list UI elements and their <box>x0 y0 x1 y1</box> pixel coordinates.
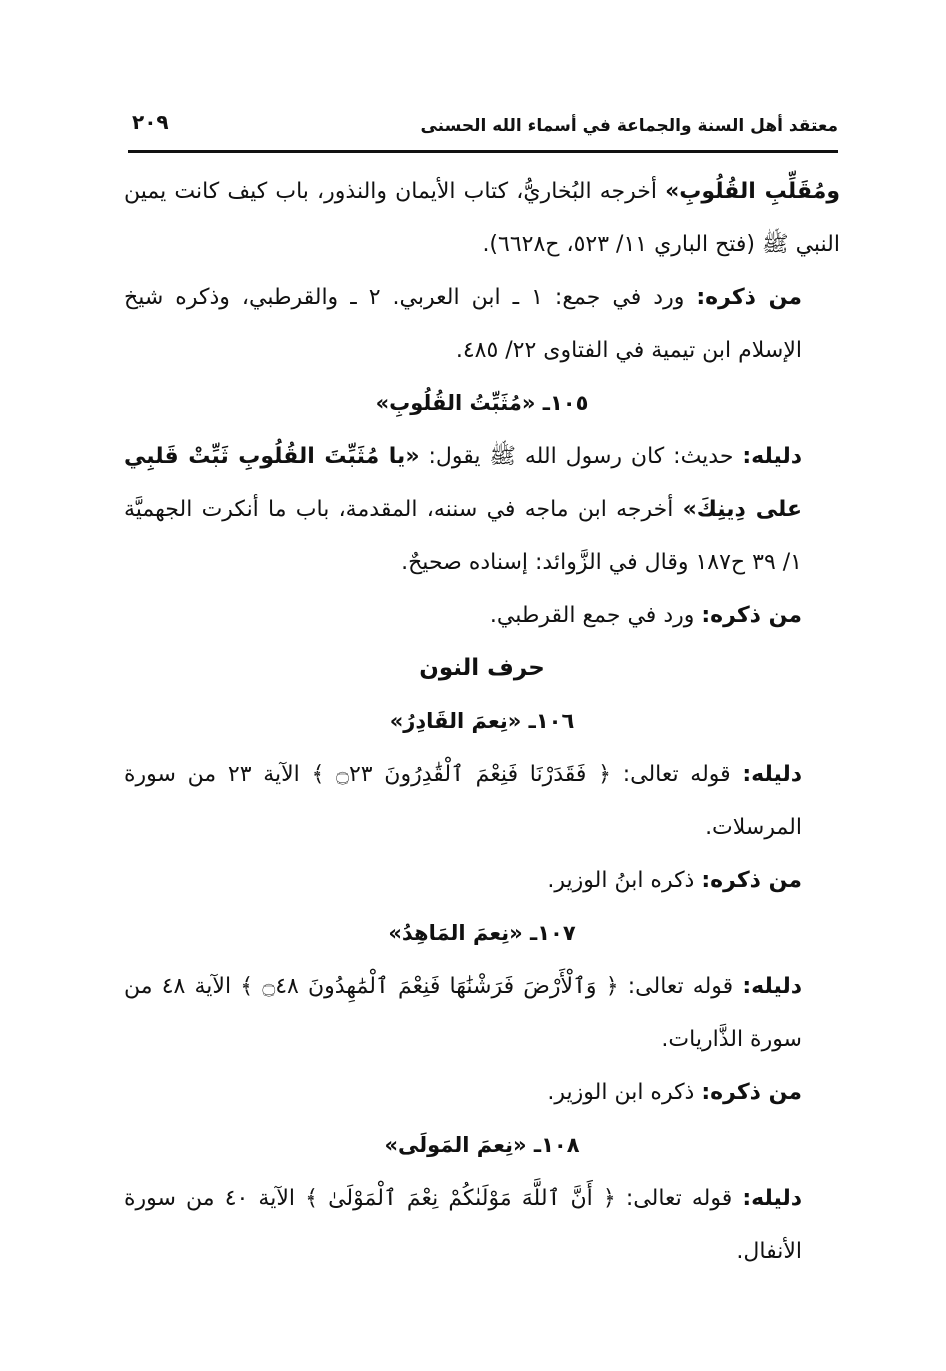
paragraph-5 <box>124 748 840 854</box>
header-title: معتقد أهل السنة والجماعة في أسماء الله الحسنى <box>420 116 838 136</box>
paragraph-text: ورد في جمع: ١ ـ ابن العربي. ٢ ـ والقرطبي، وذكره شيخ الإسلام ابن تيمية في الفتاوى ٢٢/ ٤٨٥. <box>124 285 802 363</box>
paragraph-text: ذكره ابن الوزير. <box>547 1080 702 1105</box>
paragraph-text: ذكره ابنُ الوزير. <box>547 868 702 893</box>
label-mentioned-by: من ذكره: <box>701 603 802 628</box>
paragraph-3 <box>124 430 840 589</box>
page-body <box>124 165 840 1278</box>
entry-heading-108: ١٠٨ـ «نِعمَ المَولَى» <box>384 1133 580 1157</box>
paragraph-2 <box>124 271 840 377</box>
paragraph-text: أخرجه ابن ماجه في سننه، المقدمة، باب ما أنكرت الجهميَّة ١/ ٣٩ ح١٨٧ وقال في الزَّوائد: إسناده صحيحٌ. <box>124 497 802 575</box>
entry-heading-105: ١٠٥ـ «مُثَبِّتُ القُلُوبِ» <box>375 391 589 415</box>
paragraph-6 <box>124 854 840 907</box>
paragraph-text: ورد في جمع القرطبي. <box>489 603 702 628</box>
entry-heading-107: ١٠٧ـ «نِعمَ المَاهِدُ» <box>388 921 576 945</box>
page-number: ٢٠٩ <box>132 110 169 134</box>
section-title: حرف النون <box>419 655 545 681</box>
paragraph-text: قوله تعالى: ﴿ أَنَّ ٱللَّهَ مَوْلَىٰكُمْ نِعْمَ ٱلْمَوْلَىٰ ﴾ الآية ٤٠ من سورة الأنفال. <box>124 1186 802 1264</box>
paragraph-7 <box>124 960 840 1066</box>
running-header <box>128 104 838 148</box>
paragraph-8 <box>124 1066 840 1119</box>
label-mentioned-by: من ذكره: <box>701 868 802 893</box>
label-evidence: دليله: <box>742 1186 803 1211</box>
paragraph-1 <box>124 165 840 271</box>
paragraph-text: قوله تعالى: ﴿ فَقَدَرْنَا فَنِعْمَ ٱلْقَٰدِرُونَ ۝٢٣ ﴾ الآية ٢٣ من سورة المرسلات. <box>124 762 802 840</box>
header-rule <box>128 150 838 153</box>
label-evidence: دليله: <box>742 444 802 469</box>
paragraph-4 <box>124 589 840 642</box>
paragraph-text: حديث: كان رسول الله ﷺ يقول: <box>419 444 743 469</box>
paragraph-text: قوله تعالى: ﴿ وَٱلْأَرْضَ فَرَشْنَٰهَا فَنِعْمَ ٱلْمَٰهِدُونَ ۝٤٨ ﴾ الآية ٤٨ من سورة الذَّاريات. <box>124 974 802 1052</box>
label-evidence: دليله: <box>742 762 803 787</box>
paragraph-9 <box>124 1172 840 1278</box>
entry-heading-106: ١٠٦ـ «نِعمَ القَادِرُ» <box>389 709 575 733</box>
label-evidence: دليله: <box>742 974 803 999</box>
paragraph-text: أخرجه البُخاريُّ، كتاب الأيمان والنذور، باب كيف كانت يمين النبي ﷺ (فتح الباري ١١/ ٥٢٣، ح٦٦٢٨). <box>124 179 840 257</box>
hadith-fragment: ومُقَلِّبِ القُلُوبِ» <box>665 179 840 204</box>
hadith-quote: «يا مُثَبِّتَ القُلُوبِ ثَبِّتْ قَلبِي على دِينِكَ» <box>124 444 802 522</box>
label-mentioned-by: من ذكره: <box>696 285 803 310</box>
label-mentioned-by: من ذكره: <box>701 1080 802 1105</box>
